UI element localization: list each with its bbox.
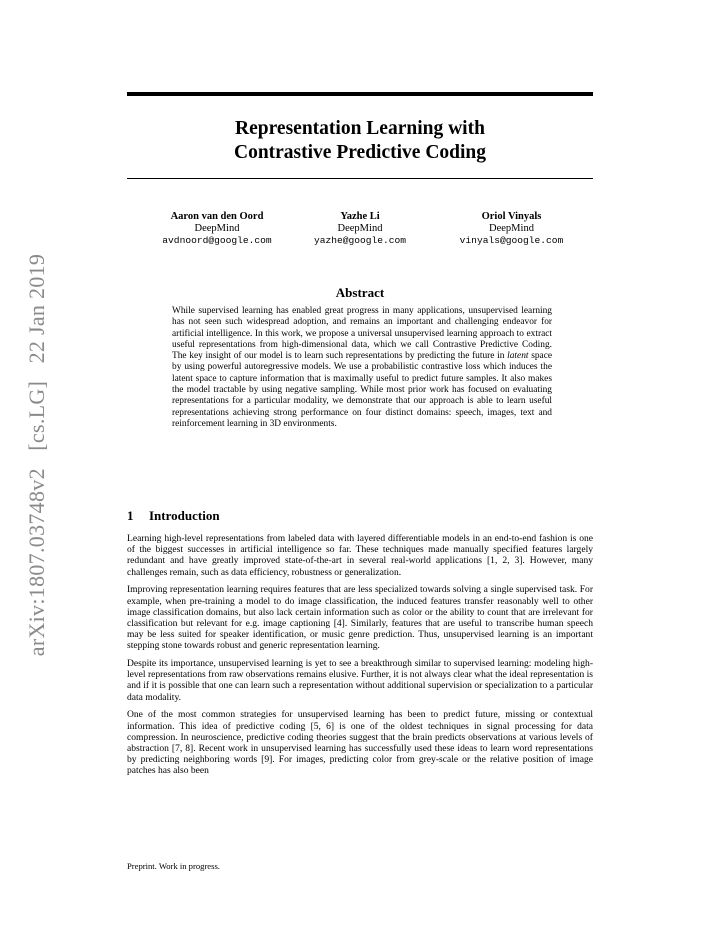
author-email: vinyals@google.com [459, 235, 564, 246]
section-title: Introduction [149, 508, 220, 523]
section-number: 1 [127, 508, 134, 523]
abstract-part-2: space by using powerful autoregressive models. We use a probabilistic contrastive loss which induces the latent space to capture information that is maximally useful to predict future samples. It also makes the model tractable by using negative sampling. While most prior work has focused on evaluating representations for a particular modality, we demonstrate that our approach is able to learn useful representations achieving strong performance on four distinct domains: speech, images, text and reinforcement learning in 3D environments. [172, 351, 553, 429]
author-name: Yazhe Li [340, 211, 380, 222]
title-line-1: Representation Learning with [235, 118, 485, 139]
arxiv-stamp [24, 254, 50, 656]
section-body [127, 533, 593, 783]
paragraph: One of the most common strategies for unsupervised learning has been to predict future, missing or contextual information. This idea of predictive coding [5, 6] is one of the oldest techniques in signal processing for data compression. In neuroscience, predictive coding theories suggest that the brain predicts observations at various levels of abstraction [7, 8]. Recent work in unsupervised learning has successfully used these ideas to learn word representations by predicting neighboring words [9]. For images, predicting color from grey-scale or the relative position of image patches has also been [127, 709, 593, 777]
abstract-emphasis: latent [507, 351, 529, 362]
author-2 [290, 211, 430, 247]
paragraph: Learning high-level representations from labeled data with layered differentiable models in an end-to-end fashion is one of the biggest successes in artificial intelligence so far. These techniques made manually specified features largely redundant and have greatly improved state-of-the-art in several real-world applications [1, 2, 3]. However, many challenges remain, such as data efficiency, robustness or generalization. [127, 533, 593, 578]
title-bottom-rule [127, 178, 593, 179]
author-affiliation: DeepMind [194, 223, 240, 234]
author-name: Oriol Vinyals [481, 211, 542, 222]
paper-title [127, 117, 593, 165]
abstract-text [172, 306, 552, 430]
paragraph: Despite its importance, unsupervised learning is yet to see a breakthrough similar to supervised learning: modeling high-level representations from raw observations remains elusive. Further, it is not always clear what the ideal representation is and if it is possible that one can learn such a representation without additional supervision or specialization to a particular data modality. [127, 658, 593, 703]
abstract-heading: Abstract [335, 285, 385, 300]
author-email: avdnoord@google.com [162, 235, 272, 246]
title-line-2: Contrastive Predictive Coding [233, 142, 487, 163]
author-affiliation: DeepMind [337, 223, 383, 234]
author-email: yazhe@google.com [313, 235, 407, 246]
title-top-rule [127, 92, 593, 96]
paragraph: Improving representation learning requires features that are less specialized towards solving a single supervised task. For example, when pre-training a model to do image classification, the induced features transfer reasonably well to other image classification domains, but also lack certain information such as color or the ability to count that are irrelevant for classification but relevant for e.g. image captioning [4]. Similarly, features that are useful to transcribe human speech may be less suited for speaker identification, or music genre prediction. Thus, unsupervised learning is an important stepping stone towards robust and generic representation learning. [127, 584, 593, 652]
author-affiliation: DeepMind [489, 223, 534, 234]
section-heading [127, 508, 220, 524]
arxiv-category: [cs.LG] [24, 380, 49, 451]
arxiv-date: 22 Jan 2019 [24, 253, 49, 364]
author-name: Aaron van den Oord [170, 211, 264, 222]
arxiv-id: arXiv:1807.03748v2 [24, 468, 49, 657]
preprint-footnote: Preprint. Work in progress. [127, 861, 220, 871]
abstract-part-1: While supervised learning has enabled great progress in many applications, unsupervised learning has not seen such widespread adoption, and remains an important and challenging endeavor for artificial intelligence. In this work, we propose a universal unsupervised learning approach to extract useful representations from high-dimensional data, which we call Contrastive Predictive Coding. The key insight of our model is to learn such representations by predicting the future in [172, 306, 552, 362]
author-block [127, 211, 593, 251]
author-3 [430, 211, 593, 247]
author-1 [127, 211, 307, 247]
